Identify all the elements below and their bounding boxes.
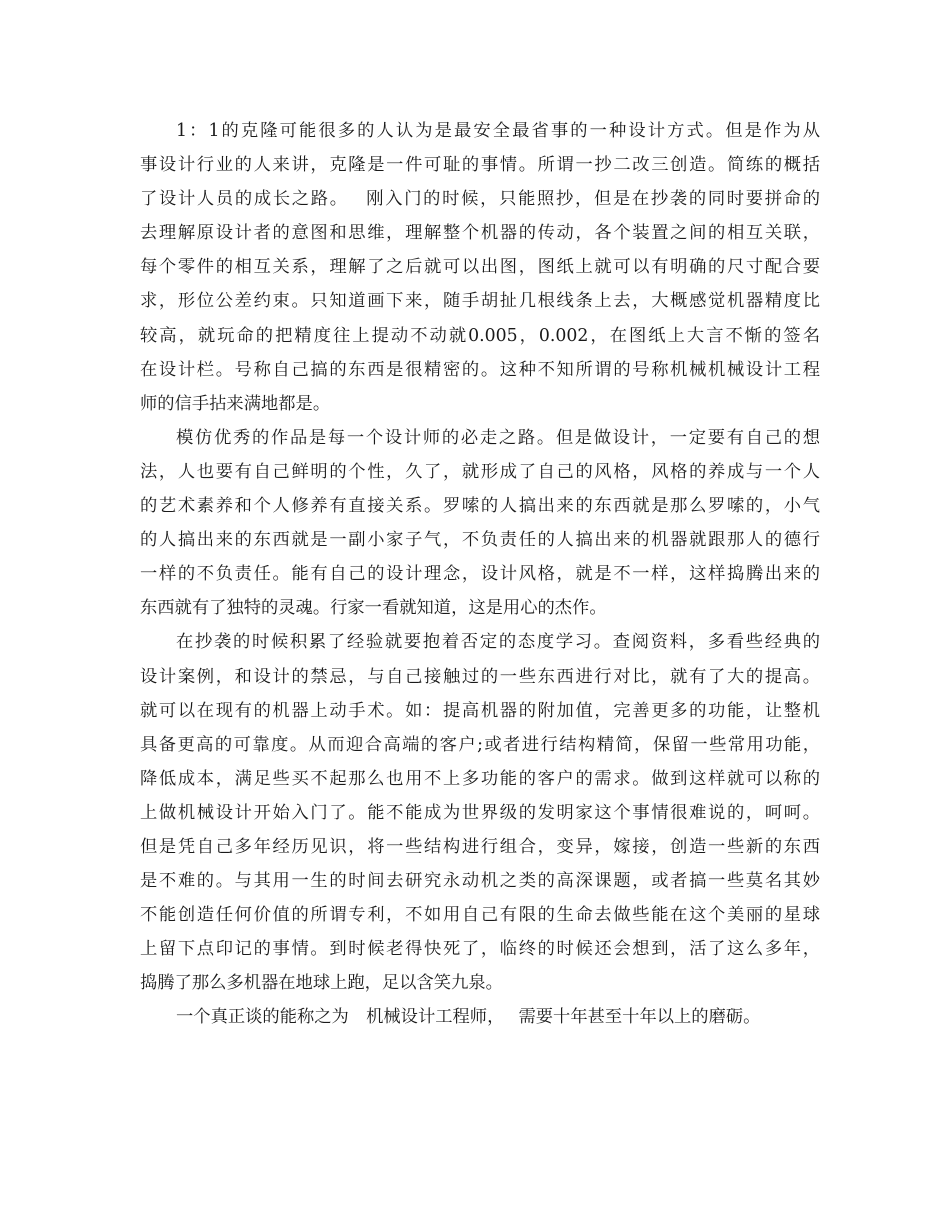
text-line: 上留下点印记的事情。到时候老得快死了，临终的时候还会想到，活了这么多年，	[140, 939, 820, 960]
text-line: 在抄袭的时候积累了经验就要抱着否定的态度学习。查阅资料，多看些经典的	[176, 632, 820, 653]
text-line: 设计案例，和设计的禁忌，与自己接触过的一些东西进行对比，就有了大的提高。	[140, 666, 820, 687]
text-line: 较高，就玩命的把精度往上提动不动就0.005，0.002，在图纸上大言不惭的签名	[140, 325, 820, 346]
text-line: 东西就有了独特的灵魂。行家一看就知道，这是用心的杰作。	[140, 598, 607, 619]
text-line: 去理解原设计者的意图和思维，理解整个机器的传动，各个装置之间的相互关联，	[140, 223, 820, 244]
text-line: 一个真正谈的能称之为 机械设计工程师， 需要十年甚至十年以上的磨砺。	[176, 1007, 761, 1028]
text-line: 每个零件的相互关系，理解了之后就可以出图，图纸上就可以有明确的尺寸配合要	[140, 257, 820, 278]
text-line: 了设计人员的成长之路。 刚入门的时候，只能照抄，但是在抄袭的同时要拼命的	[140, 189, 820, 210]
text-line: 具备更高的可靠度。从而迎合高端的客户;或者进行结构精简，保留一些常用功能，	[140, 734, 820, 755]
paragraph	[140, 114, 820, 421]
text-line: 模仿优秀的作品是每一个设计师的必走之路。但是做设计，一定要有自己的想	[176, 427, 820, 448]
text-line: 法，人也要有自己鲜明的个性，久了，就形成了自己的风格，风格的养成与一个人	[140, 461, 820, 482]
text-line: 但是凭自己多年经历见识，将一些结构进行组合，变异，嫁接，创造一些新的东西	[140, 836, 820, 857]
text-line: 事设计行业的人来讲，克隆是一件可耻的事情。所谓一抄二改三创造。简练的概括	[140, 155, 820, 176]
document-body	[140, 114, 820, 1035]
text-line: 的人搞出来的东西就是一副小家子气，不负责任的人搞出来的机器就跟那人的德行	[140, 530, 820, 551]
text-line: 降低成本，满足些买不起那么也用不上多功能的客户的需求。做到这样就可以称的	[140, 768, 820, 789]
text-line: 就可以在现有的机器上动手术。如：提高机器的附加值，完善更多的功能，让整机	[140, 700, 820, 721]
text-line: 捣腾了那么多机器在地球上跑，足以含笑九泉。	[140, 973, 503, 994]
paragraph	[140, 625, 820, 1000]
paragraph	[140, 1000, 820, 1034]
text-line: 师的信手拈来满地都是。	[140, 393, 331, 414]
text-line: 不能创造任何价值的所谓专利，不如用自己有限的生命去做些能在这个美丽的星球	[140, 905, 820, 926]
text-line: 是不难的。与其用一生的时间去研究永动机之类的高深课题，或者搞一些莫名其妙	[140, 871, 820, 892]
text-line: 一样的不负责任。能有自己的设计理念，设计风格，就是不一样，这样捣腾出来的	[140, 564, 820, 585]
text-line: 在设计栏。号称自己搞的东西是很精密的。这种不知所谓的号称机械机械设计工程	[140, 359, 820, 380]
paragraph	[140, 421, 820, 626]
text-line: 1：1的克隆可能很多的人认为是最安全最省事的一种设计方式。但是作为从	[176, 121, 820, 141]
text-line: 的艺术素养和个人修养有直接关系。罗嗦的人搞出来的东西就是那么罗嗦的，小气	[140, 496, 820, 517]
text-line: 上做机械设计开始入门了。能不能成为世界级的发明家这个事情很难说的，呵呵。	[140, 802, 820, 823]
text-line: 求，形位公差约束。只知道画下来，随手胡扯几根线条上去，大概感觉机器精度比	[140, 291, 820, 312]
